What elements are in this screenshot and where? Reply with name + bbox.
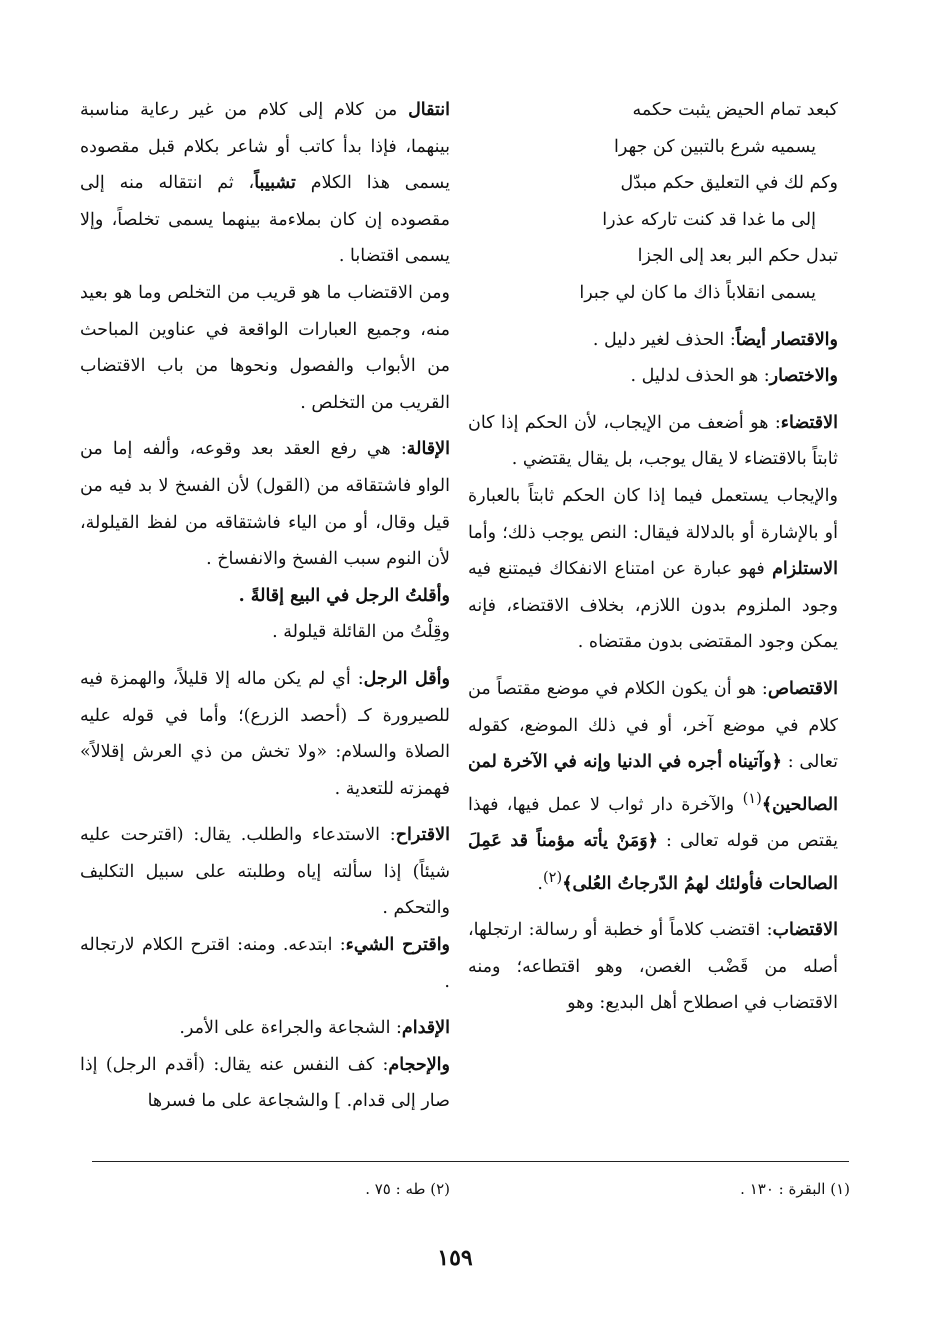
paragraph-ijab: والإيجاب يستعمل فيما إذا كان الحكم ثابتاً بالعبارة أو بالإشارة أو بالدلالة فيقال: النص يوجب ذلك؛ وأما xyxy=(468,485,838,543)
left-column xyxy=(80,92,450,1130)
entry-aqal xyxy=(80,661,450,807)
period: . xyxy=(537,873,543,894)
term-iqtida: الاقتضاء xyxy=(780,412,838,433)
term-aqal: وأقل الرجل xyxy=(363,668,450,689)
term-tashbib: تشبيباً xyxy=(254,173,296,194)
poem-line: تبدل حكم البر بعد إلى الجزا xyxy=(637,246,838,267)
definition-aqal: : أي لم يكن ماله إلا قليلاً، والهمزة فيه للصيرورة كـ (أحصد الزرع)؛ وأما في قوله عليه الصلاة والسلام: «ولا تخش من ذي العرش إقلالاً» فهمزته للتعدية . xyxy=(80,668,450,799)
example-qiltu: وقِلْتُ من القائلة قيلولة . xyxy=(272,622,450,643)
poem-line: كبعد تمام الحيض يثبت حكمه xyxy=(632,100,838,120)
term-iqtirah: الاقتراح xyxy=(395,825,450,846)
term-ihjam: والإحجام xyxy=(388,1054,450,1075)
definition-ihjam: : كف النفس عنه يقال: (أقدم الرجل) إذا صار إلى قدام. ] والشجاعة على ما فسرها xyxy=(80,1054,450,1112)
paragraph-istilzam: فهو عبارة عن امتناع الانفكاك فيمتنع فيه وجود الملزوم بدون اللازم، بخلاف الاقتضاء، فإنه يمكن وجود المقتضى بدون مقتضاه . xyxy=(468,559,838,653)
definition-iqdam: : الشجاعة والجراءة على الأمر. xyxy=(179,1018,402,1039)
right-column xyxy=(468,92,838,1032)
definition-tashbib: ، ثم انتقاله منه إلى مقصوده إن كان بملاءمة بينهما يسمى تخلصاً، وإلا يسمى اقتضابا . xyxy=(80,173,450,267)
term-iqtisar: والاقتصار أيضاً xyxy=(735,329,838,350)
definition-ikhtisar: : هو الحذف لدليل . xyxy=(630,366,770,387)
entry-iqala xyxy=(80,431,450,651)
poem-line: إلى ما غدا قد كنت تاركه عذرا xyxy=(602,209,816,230)
definition-iqtirah-shay: : ابتدعه. ومنه: اقترح الكلام لارتجاله . xyxy=(80,935,450,992)
footnote-divider xyxy=(92,1161,849,1162)
entry-iqtida xyxy=(468,405,838,661)
footnote-2: (٢) طه : ٧٥ . xyxy=(365,1180,450,1198)
definition-iqtisas-cont: والآخرة دار ثواب لا عمل فيها، فهذا يقتص من قوله تعالى : xyxy=(468,794,838,852)
definition-iqtida: : هو أضعف من الإيجاب، لأن الحكم إذا كان ثابتاً بالاقتضاء لا يقال يوجب، بل يقال يقتضي . xyxy=(468,412,838,470)
entry-iqtirah xyxy=(80,817,450,1000)
term-istilzam: الاستلزام xyxy=(772,559,838,580)
definition-intiqal: من كلام إلى كلام من غير رعاية مناسبة بينهما، فإذا بدأ كاتب أو شاعر بكلام قبل مقصوده يسمى هذا الكلام xyxy=(80,100,450,194)
footnote-ref: (١) xyxy=(742,789,762,807)
term-iqtidab: الاقتضاب xyxy=(772,920,838,941)
paragraph-iqtidab-qarib: ومن الاقتضاب ما هو قريب من التخلص وما هو بعيد منه، وجميع العبارات الواقعة في عناوين المباحث من الأبواب والفصول ونحوها من باب الاقتضاب القريب من التخلص . xyxy=(80,282,450,413)
poem xyxy=(468,92,838,312)
definition-iqtidab: : اقتضب كلاماً أو خطبة أو رسالة: ارتجلها، أصله من قَضْب الغصن، وهو اقتطاعه؛ ومنه الاقتضاب في اصطلاح أهل البديع: وهو xyxy=(468,920,838,1014)
example-iqala: وأقلتُ الرجل في البيع إقالةً . xyxy=(238,585,450,606)
definition-iqtisas: : هو أن يكون الكلام في موضع مقتصاً من كلام في موضع آخر، أو في ذلك الموضع، كقوله تعالى : xyxy=(468,678,838,773)
entry-iqtisas xyxy=(468,671,838,902)
term-intiqal: انتقال xyxy=(408,100,450,120)
footnote-1: (١) البقرة : ١٣٠ . xyxy=(740,1180,850,1198)
definition-iqala: : هي رفع العقد بعد وقوعه، وألفه إما من الواو فاشتقاقه من (القول) لأن الفسخ لا بد فيه من قيل وقال، أو من الياء فاشتقاقه من لفظ القيلولة، لأن النوم سبب الفسخ والانفساخ . xyxy=(80,439,450,570)
page-number: ١٥٩ xyxy=(437,1245,473,1271)
poem-line: وكم لك في التعليق حكم مبدّل xyxy=(620,173,838,194)
term-iqtirah-shay: واقترح الشيء xyxy=(345,935,451,956)
entry-iqtidab xyxy=(468,912,838,1022)
entry-iqdam xyxy=(80,1010,450,1120)
definition-iqtisar: : الحذف لغير دليل . xyxy=(592,329,736,350)
poem-line: يسميه شرع بالتبين كن جهرا xyxy=(613,136,816,157)
term-iqtisas: الاقتصاص xyxy=(767,678,838,699)
poem-line: يسمى انقلاباً ذاك ما كان لي جبرا xyxy=(579,282,816,303)
term-ikhtisar: والاختصار xyxy=(769,366,838,387)
term-iqdam: الإقدام xyxy=(401,1018,450,1039)
definition-iqtirah: : الاستدعاء والطلب. يقال: (اقترحت عليه شيئاً) إذا سألته إياه وطلبته على سبيل التكليف والتحكم . xyxy=(80,825,450,919)
entry-iqtisar xyxy=(468,322,838,395)
footnote-ref: (٢) xyxy=(542,868,563,886)
quran-verse: ﴿وَمَنْ يأته مؤمناً قد عَمِلَ الصالحات فأولئك لهمُ الدّرجاتُ العُلى﴾ xyxy=(468,831,838,894)
quran-verse: ﴿وآتيناه أجره في الدنيا وإنه في الآخرة لمن الصالحين﴾ xyxy=(468,752,838,815)
term-iqala: الإقالة xyxy=(406,439,450,460)
entry-iqtidab-cont xyxy=(80,92,450,421)
